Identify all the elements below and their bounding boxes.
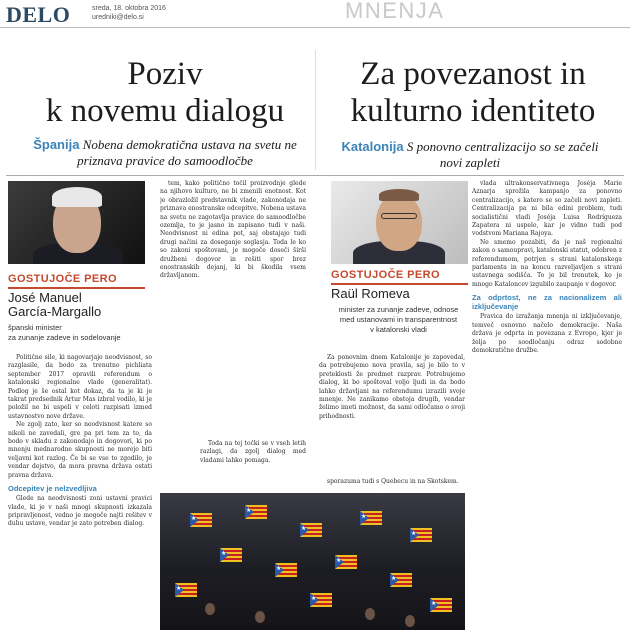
crowd-photo — [160, 493, 465, 630]
author-name-left — [8, 291, 148, 319]
left-deck — [20, 137, 310, 169]
left-headline — [20, 56, 310, 130]
guest-rule-right — [331, 283, 468, 285]
estelada-flag — [245, 505, 267, 519]
guest-rule-left — [8, 287, 145, 289]
left-deck-keyword: Španija — [33, 137, 80, 152]
role-line: med ustanovami in transparentnost — [339, 315, 458, 324]
body-paragraph: Za ponovnim dnem Katalonije je zapovedal, da potrebujemo nova pravila, saj je bilo to v preteklosti že predmet razprav. Potrebujemo dialog, ki bo spoštoval voljo ljudi in da bodo lahko državljani na referendumu izrazili svoje mnenje. Ne zanikamo obstoja drugih, vendar želimo imeti možnost, da sami odločamo o svoji prihodnosti. — [319, 354, 465, 420]
glasses-shape — [381, 213, 417, 219]
estelada-flag — [310, 593, 332, 607]
estelada-flag — [410, 528, 432, 542]
role-line: španski minister — [8, 323, 62, 332]
role-line: minister za zunanje zadeve, odnose — [338, 305, 459, 314]
right-headline-line: kulturno identiteto — [350, 93, 596, 129]
author-name-right: Raül Romeva — [331, 286, 410, 301]
body-paragraph: Pravica do izražanja mnenja ni izključevanje, temveč osnovno načelo demokracije. Naša država je odprta in povezana z Evropo, kjer je želja po soodločanju odraz sodobne demokratične družbe. — [472, 313, 622, 354]
role-line: v katalonski vladi — [370, 325, 427, 334]
body-paragraph: sporazuma tudi s Quebecu in na Škotskem. — [327, 478, 459, 485]
author-role-right — [331, 305, 466, 335]
body-paragraph: tem, kako politično točil proizvodnje glede na njihovo kulturo, ne bi zmenili enotnost. Kot je obrazložil predstavnik vlade, zakonodaja ne priznava enostranske odcepitve. Nobena ustava na svetu ne zagotavlja pravice do samoodločbe ozemlja, to je jasno in zapisano tudi v naši. Neodvisnost ni edina pot, saj obstajajo tudi drugi načini za doseganje soglasja. Toda le ko so zakoni spoštovani, je mogoče doseči širši družbeni dogovor in rešiti spor brez enostranskih dejanj, ki bi škodila vsem državljanom. — [160, 180, 306, 280]
hair-shape — [52, 187, 102, 207]
body-paragraph: Toda na tej točki se v vseh letih razlagi, da zgolj dialog med vladami lahko pomaga. — [200, 440, 306, 464]
body-paragraph: Ne zgolj zato, ker so neodvisnost katere so nikoli ne zavedali, gre pa pri tem za to, da bodo v skladu z zakonodajo in dogovori, ki po mnenju mednarodne skupnosti ne morejo biti veljavni kot razlog. Če bi se vse to zgodilo, je vendar dejstvo, da mora pravna država ostati pravna država. — [8, 421, 152, 479]
guest-label-left: GOSTUJOČE PERO — [8, 273, 117, 285]
body-paragraph: Ne smemo pozabiti, da je naš regionalni zakon o samoupravi, katalonski statut, odobren z referendumom, potrjen s strani katalonskega parlamenta in na koncu razveljavljen s strani ustavnega sodišča. To je bil trenutek, ko je mnogo Kataloncev izgubilo zaupanje v dogovor. — [472, 238, 622, 288]
middle-body-tail — [200, 440, 306, 495]
hair-shape — [379, 189, 419, 201]
issue-date — [92, 4, 166, 22]
body-paragraph: Glede na neodvisnosti zoni ustavni pravici vlade, ki je v naši mnogi skupnosti izkazala pripravljenost, vedno je mogoče najti rešitev v duhu ustave, vendar je zato potreben dialog. — [8, 495, 152, 528]
right-headline — [318, 56, 628, 130]
body-paragraph: Politične sile, ki nagovarjajo neodvisnost, so razglasile, da bodo za trenutno pichliata september 2017 opravili referendum o katalonski regionalne vlade (generalitat). Podlog je še ostal kot dokaz, da ta je ki je takrat predsednik Artur Mas izbral vodilo, ki je položil ne bi uspeli v celoti razpisati izmed ustavnostvo nove države. — [8, 354, 152, 420]
estelada-flag — [300, 523, 322, 537]
date-line: sreda, 18. oktobra 2016 — [92, 5, 166, 12]
right-headline-line: Za povezanost in — [360, 56, 586, 92]
right-subhead: Za odprtost, ne za nacionalizem ali izključevanje — [472, 293, 622, 312]
author-name-line: García-Margallo — [8, 304, 102, 319]
right-body-column — [319, 354, 465, 474]
crowd-head — [405, 615, 415, 627]
author-role-left — [8, 323, 148, 343]
masthead-rule — [0, 27, 630, 28]
estelada-flag — [175, 583, 197, 597]
left-headline-line: k novemu dialogu — [45, 93, 285, 129]
author-photo-left — [8, 181, 145, 264]
far-right-body-column — [472, 180, 622, 630]
role-line: za zunanje zadeve in sodelovanje — [8, 333, 121, 342]
guest-label-right: GOSTUJOČE PERO — [331, 269, 440, 281]
left-headline-line: Poziv — [127, 56, 203, 92]
estelada-flag — [390, 573, 412, 587]
section-title: MNENJA — [345, 0, 445, 23]
body-paragraph: vlada ultrakonservativnega Joséja Marie Aznarja sprožila kampanjo za ponovno centralizacijo, s katero se so začeli novi zapleti. Centralizacija pa ni bila edini problem, tudi socialistični vladi Joséja Luisa Rodrígueza Zapatera ni uspelo, kar je vidno tudi pod vodstvom Mariana Rajoya. — [472, 180, 622, 238]
face-shape — [376, 193, 422, 251]
estelada-flag — [335, 555, 357, 569]
estelada-flag — [220, 548, 242, 562]
left-body-column — [8, 354, 152, 630]
crowd-head — [255, 611, 265, 623]
estelada-flag — [190, 513, 212, 527]
right-deck-text: S ponovno centralizacijo so se začeli novi zapleti — [406, 139, 599, 170]
masthead — [0, 0, 630, 30]
right-deck-keyword: Katalonija — [341, 139, 404, 154]
middle-body-column — [160, 180, 306, 440]
estelada-flag — [430, 598, 452, 612]
headline-rule — [6, 175, 624, 176]
column-divider — [315, 50, 316, 170]
right-deck — [330, 139, 610, 171]
left-subhead: Odcepitev je nelzvedljiva — [8, 484, 97, 494]
crowd-head — [365, 608, 375, 620]
contact-line: uredniki@delo.si — [92, 14, 144, 21]
estelada-flag — [360, 511, 382, 525]
crowd-head — [205, 603, 215, 615]
newspaper-logo: DELO — [6, 2, 71, 27]
left-deck-text: Nobena demokratična ustava na svetu ne priznava pravice do samoodločbe — [77, 137, 297, 168]
estelada-flag — [275, 563, 297, 577]
author-name-line: José Manuel — [8, 290, 82, 305]
author-photo-right — [331, 181, 468, 264]
